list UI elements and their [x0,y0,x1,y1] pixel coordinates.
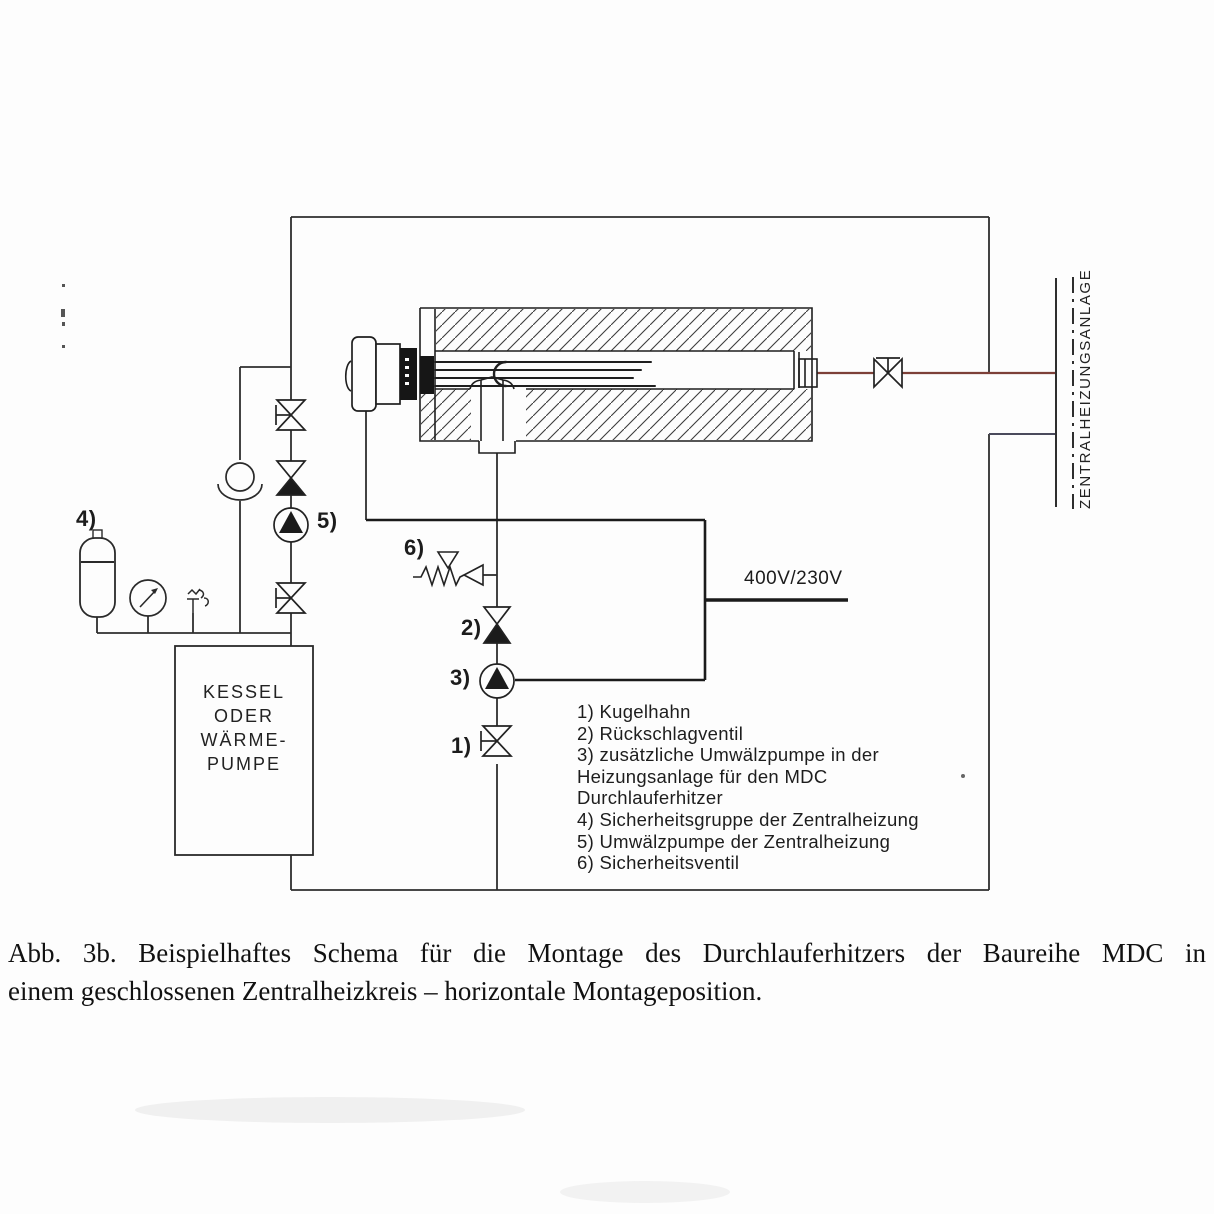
check-valve-left [277,461,305,495]
boiler-label [175,680,313,776]
boundary-label: ZENTRALHEIZUNGSANLAGE [1077,268,1094,509]
ball-valve-1 [481,726,511,756]
heater-hatch-bottom-left [421,389,471,440]
check-valve-2 [484,607,510,643]
callout-6: 6) [404,535,425,560]
boiler-line: ODER [213,706,274,726]
heating-element [435,362,655,386]
heater-body [346,308,817,453]
legend [577,701,919,874]
boiler-line: PUMPE [206,754,281,774]
legend-line: 6) Sicherheitsventil [577,852,740,874]
ball-valve-supply [874,358,902,387]
callout-5: 5) [317,508,338,533]
callout-2: 2) [461,615,482,640]
legend-line: 4) Sicherheitsgruppe der Zentralheizung [577,808,919,830]
caption-line-1: Abb. 3b. Beispielhaftes Schema für die Montage des Durchlauferhitzers der Baureihe MDC in [8,938,1206,968]
bypass-device [218,463,262,500]
boiler-line: KESSEL [202,682,286,702]
pump-5 [274,508,308,542]
electrical-lines [366,520,848,680]
boundary-line [1056,277,1073,509]
heater-hatch-top [436,309,811,351]
legend-line: 2) Rückschlagventil [577,722,744,744]
caption-line-2: einem geschlossenen Zentralheizkreis – horizontale Montageposition. [8,976,763,1006]
heater-hatch-bottom-right [526,389,811,440]
pressure-gauge [130,580,166,616]
callout-4: 4) [76,506,97,531]
figure-caption [8,934,1206,1010]
pump-3 [480,664,514,698]
air-vent [187,589,208,613]
legend-line: 1) Kugelhahn [577,701,691,722]
expansion-vessel [80,530,115,617]
boiler-line: WÄRME- [200,730,288,750]
legend-line: 3) zusätzliche Umwälzpumpe in der [577,744,879,766]
ball-valve-bottom-left [276,583,305,613]
ball-valve-top [276,400,305,430]
power-label: 400V/230V [744,568,843,589]
legend-line: Heizungsanlage für den MDC [577,765,828,787]
flange-seal [420,356,434,394]
callout-1: 1) [451,733,472,758]
callout-3: 3) [450,665,471,690]
legend-line: Durchlauferhitzer [577,787,723,809]
legend-line: 5) Umwälzpumpe der Zentralheizung [577,830,891,852]
